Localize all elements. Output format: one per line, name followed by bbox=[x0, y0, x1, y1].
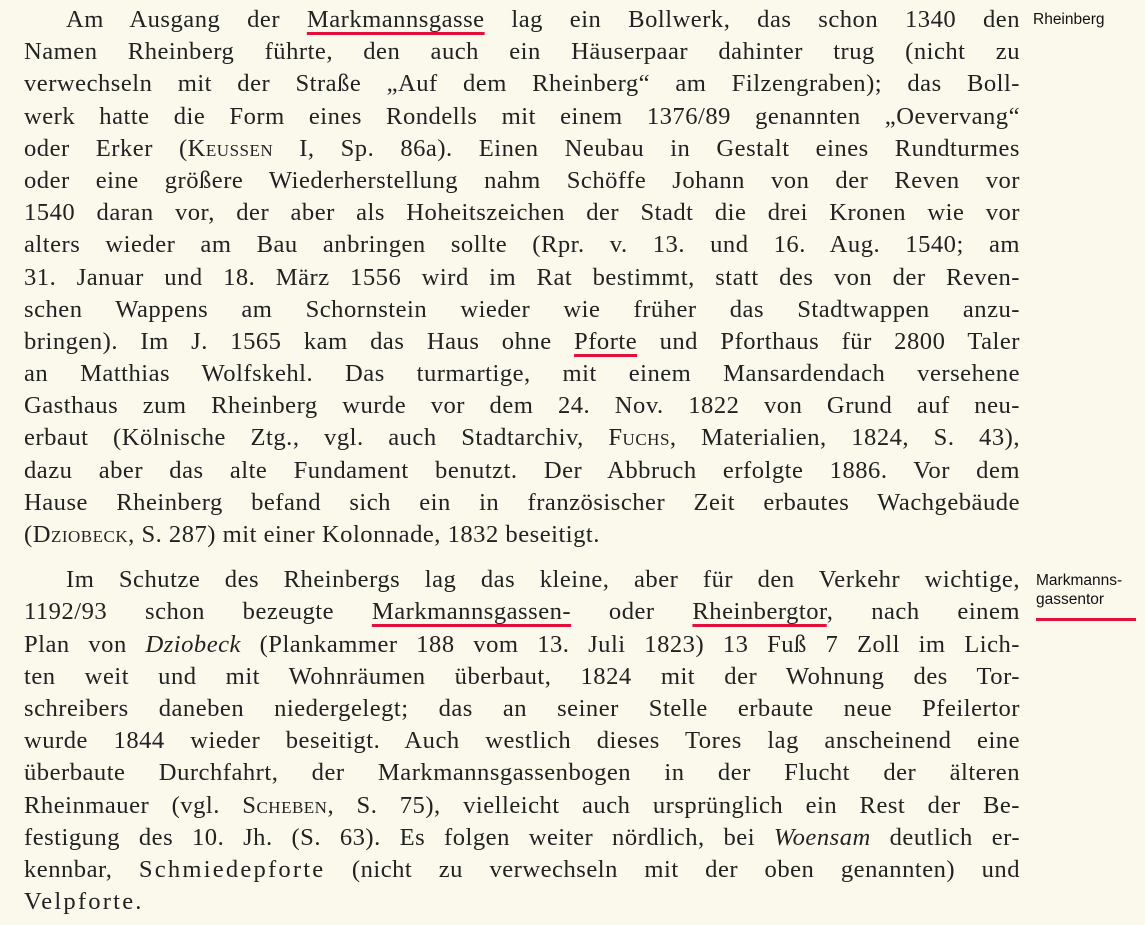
text-line: schen Wappens am Schornstein wieder wie früher das Stadtwappen anzu- bbox=[24, 295, 1020, 323]
text-line: Hause Rheinberg befand sich ein in französischer Zeit erbautes Wachgebäude bbox=[24, 488, 1020, 516]
text-run: Plan von bbox=[24, 630, 146, 658]
main-text-column bbox=[24, 4, 1020, 918]
text-run: lag ein Bollwerk, das schon 1340 den bbox=[484, 6, 1020, 33]
text-line bbox=[24, 133, 1020, 165]
text-line: 1540 daran vor, der aber als Hoheitszeichen der Stadt die drei Kronen wie vor bbox=[24, 199, 1020, 227]
margin-note-markmannsgassentor bbox=[1036, 571, 1141, 609]
text-line: oder eine größere Wiederherstellung nahm Schöffe Johann von der Reven vor bbox=[24, 166, 1020, 194]
highlighted-term-rheinbergtor: Rheinbergtor bbox=[692, 598, 827, 626]
margin-note-line: Markmanns- bbox=[1036, 572, 1123, 589]
text-line: Namen Rheinberg führte, den auch ein Häuserpaar dahinter trug (nicht zu bbox=[24, 38, 1020, 66]
paragraph-markmannsgassentor bbox=[24, 564, 1020, 918]
text-line: 31. Januar und 18. März 1556 wird im Rat bestimmt, statt des von der Reven- bbox=[24, 263, 1020, 291]
text-run: (Plankammer 188 vom 13. Juli 1823) 13 Fuß 7 Zoll im Lich- bbox=[240, 630, 1020, 658]
text-run: und Pforthaus für 2800 Taler bbox=[637, 327, 1021, 355]
text-line: werk hatte die Form eines Rondells mit einem 1376/89 genannten „Oevervang“ bbox=[24, 102, 1020, 130]
text-line bbox=[24, 822, 1020, 854]
text-run: I, Sp. 86a). Einen Neubau in Gestalt eines Rundturmes bbox=[273, 134, 1020, 162]
text-run: oder bbox=[571, 598, 693, 626]
highlighted-term-markmannsgasse: Markmannsgasse bbox=[306, 6, 485, 33]
text-run: kennbar, bbox=[24, 855, 139, 883]
text-line: schreibers daneben niedergelegt; das an seiner Stelle erbaute neue Pfeilertor bbox=[24, 694, 1020, 722]
author-name-dziobeck-italic: Dziobeck bbox=[145, 630, 241, 658]
text-run: festigung des 10. Jh. (S. 63). Es folgen weiter nördlich, bei bbox=[24, 823, 756, 851]
text-line bbox=[24, 854, 1020, 886]
text-line bbox=[24, 629, 1020, 661]
text-line bbox=[24, 422, 1020, 454]
margin-note-rheinberg: Rheinberg bbox=[1033, 11, 1105, 28]
text-line bbox=[24, 790, 1020, 822]
text-run: , nach einem bbox=[826, 598, 1021, 626]
text-line: Velpforte. bbox=[24, 888, 144, 916]
text-line: wurde 1844 wieder beseitigt. Auch westlich dieses Tores lag anscheinend eine bbox=[24, 727, 1020, 755]
paragraph-spacer bbox=[24, 551, 1020, 564]
text-line: verwechseln mit der Straße „Auf dem Rheinberg“ am Filzengraben); das Boll- bbox=[24, 70, 1020, 98]
text-line bbox=[24, 519, 1020, 551]
text-run: , Materialien, 1824, S. 43), bbox=[669, 424, 1020, 452]
text-line: ten weit und mit Wohnräumen überbaut, 1824 mit der Wohnung des Tor- bbox=[24, 662, 1020, 690]
text-run: deutlich er- bbox=[870, 823, 1021, 851]
text-line bbox=[24, 4, 1020, 36]
author-name-scheben: Scheben bbox=[242, 791, 328, 819]
text-run: ( bbox=[24, 521, 33, 548]
text-run: oder Erker ( bbox=[24, 134, 188, 162]
text-line: dazu aber das alte Fundament benutzt. Der Abbruch erfolgte 1886. Vor dem bbox=[24, 456, 1020, 484]
highlighted-term-pforte: Pforte bbox=[574, 327, 638, 355]
text-run: bringen). Im J. 1565 kam das Haus ohne bbox=[24, 327, 575, 355]
author-name-dziobeck: Dziobeck bbox=[32, 521, 129, 548]
text-line: an Matthias Wolfskehl. Das turmartige, mit einem Mansardendach versehene bbox=[24, 360, 1020, 388]
author-name-woensam: Woensam bbox=[773, 823, 871, 851]
highlighted-term-markmannsgassen: Markmannsgassen- bbox=[371, 598, 572, 626]
text-line bbox=[24, 596, 1020, 628]
text-line: Gasthaus zum Rheinberg wurde vor dem 24. Nov. 1822 von Grund auf neu- bbox=[24, 392, 1020, 420]
text-run: , S. 287) mit einer Kolonnade, 1832 beseitigt. bbox=[128, 521, 600, 548]
text-run: 1192/93 schon bezeugte bbox=[24, 598, 372, 626]
text-run: erbaut (Kölnische Ztg., vgl. auch Stadtarchiv, bbox=[24, 424, 609, 452]
text-run: , S. 75), vielleicht auch ursprünglich ein Rest der Be- bbox=[327, 791, 1020, 819]
author-name-fuchs: Fuchs bbox=[608, 424, 670, 452]
paragraph-rheinberg bbox=[24, 4, 1020, 551]
text-run: (nicht zu verwechseln mit der oben genannten) und bbox=[325, 855, 1020, 883]
text-run: Am Ausgang der bbox=[66, 6, 307, 33]
text-line bbox=[24, 326, 1020, 358]
author-name-keussen: Keussen bbox=[187, 134, 274, 162]
text-line: überbaute Durchfahrt, der Markmannsgassenbogen in der Flucht der älteren bbox=[24, 759, 1020, 787]
text-run: Rheinmauer (vgl. bbox=[24, 791, 243, 819]
margin-note-highlight-underline bbox=[1036, 618, 1136, 621]
text-line: alters wieder am Bau anbringen sollte (Rpr. v. 13. und 16. Aug. 1540; am bbox=[24, 231, 1020, 259]
text-line: Im Schutze des Rheinbergs lag das kleine, aber für den Verkehr wichtige, bbox=[66, 566, 1020, 594]
margin-note-line: gassentor bbox=[1036, 591, 1105, 608]
spaced-term-schmiedepforte: Schmiedepforte bbox=[138, 855, 326, 883]
